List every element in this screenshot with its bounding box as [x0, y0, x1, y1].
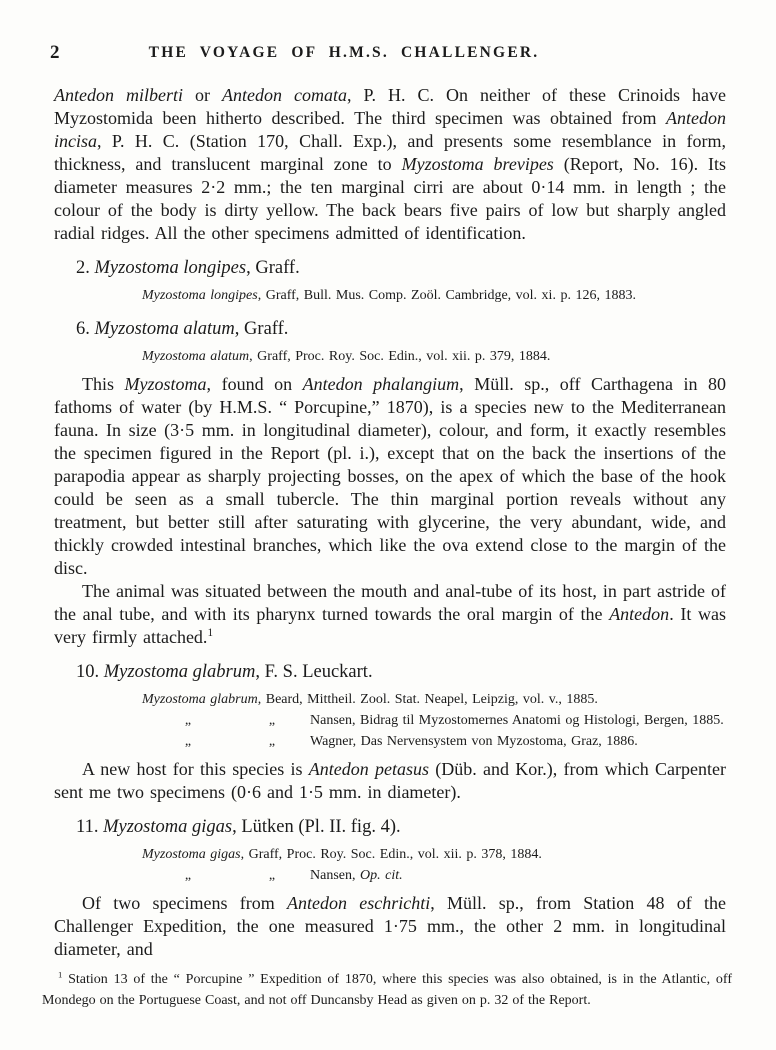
glabrum-paragraph: A new host for this species is Antedon petasus (Düb. and Kor.), from which Carpenter sent me two specimens (0·6 and 1·5 mm. in diameter). [54, 759, 726, 802]
page-header [50, 42, 726, 63]
species-heading-longipes: 2. Myzostoma longipes, Graff. [76, 258, 300, 278]
citation-line: „ „ Wagner, Das Nervensystem von Myzostoma, Graz, 1886. [184, 734, 638, 749]
species-heading-alatum: 6. Myzostoma alatum, Graff. [76, 319, 289, 339]
footnote: $^1$ Station 13 of the “ Porcupine ” Expedition of 1870, where this species was also obtained, is in the Atlantic, off Mondego on the Portuguese Coast, and not off Duncansby Head as given on p. 32 of the Report. [42, 969, 732, 1008]
citation-block-glabrum [142, 689, 726, 752]
citation-line: Myzostoma longipes, Graff, Bull. Mus. Comp. Zoöl. Cambridge, vol. xi. p. 126, 1883. [142, 288, 636, 303]
citation-line: „ „ Nansen, Bidrag til Myzostomernes Anatomi og Histologi, Bergen, 1885. [184, 713, 724, 728]
running-title: THE VOYAGE OF H.M.S. CHALLENGER. [148, 44, 540, 61]
citation-line: Myzostoma alatum, Graff, Proc. Roy. Soc. Edin., vol. xii. p. 379, 1884. [142, 349, 551, 364]
page-number: 2 [50, 42, 60, 63]
citation-block-longipes [142, 285, 726, 306]
citation-line: „ „ Nansen, Op. cit. [184, 868, 403, 883]
citation-line: Myzostoma gigas, Graff, Proc. Roy. Soc. Edin., vol. xii. p. 378, 1884. [142, 847, 542, 862]
citation-block-gigas [142, 844, 726, 886]
alatum-paragraph-1: This Myzostoma, found on Antedon phalangium, Müll. sp., off Carthagena in 80 fathoms of water (by H.M.S. “ Porcupine,” 1870), is a species new to the Mediterranean fauna. In size (3·5 mm. in longitudinal diameter), colour, and form, it exactly resembles the specimen figured in the Report (pl. i.), except that on the back the insertions of the parapodia appear as sharply projecting bosses, on the apex of which the base of the hook could be seen as a small tubercle. The thin marginal portion reveals without any treatment, but better still after saturating with glycerine, the very abundant, wide, and thickly crowded intestinal branches, which like the ova extend close to the margin of the disc. [54, 374, 726, 578]
citation-block-alatum [142, 346, 726, 367]
gigas-paragraph: Of two specimens from Antedon eschrichti, Müll. sp., from Station 48 of the Challenger Expedition, the one measured 1·75 mm., the other 2 mm. in longitudinal diameter, and [54, 893, 726, 959]
intro-paragraph: Antedon milberti or Antedon comata, P. H. C. On neither of these Crinoids have Myzostomida been hitherto described. The third specimen was obtained from Antedon incisa, P. H. C. (Station 170, Chall. Exp.), and presents some resemblance in form, thickness, and translucent marginal zone to Myzostoma brevipes (Report, No. 16). Its diameter measures 2·2 mm.; the ten marginal cirri are about 0·14 mm. in length ; the colour of the body is dirty yellow. The back bears five pairs of low but sharply angled radial ridges. All the other specimens admitted of identification. [54, 85, 727, 243]
alatum-paragraph-2: The animal was situated between the mouth and anal-tube of its host, in part astride of the anal tube, and with its pharynx turned towards the oral margin of the Antedon. It was very firmly attached.$^1$ [54, 581, 726, 647]
species-heading-gigas: 11. Myzostoma gigas, Lütken (Pl. II. fig. 4). [76, 817, 401, 837]
citation-line: Myzostoma glabrum, Beard, Mittheil. Zool. Stat. Neapel, Leipzig, vol. v., 1885. [142, 692, 598, 707]
species-heading-glabrum: 10. Myzostoma glabrum, F. S. Leuckart. [76, 662, 373, 682]
